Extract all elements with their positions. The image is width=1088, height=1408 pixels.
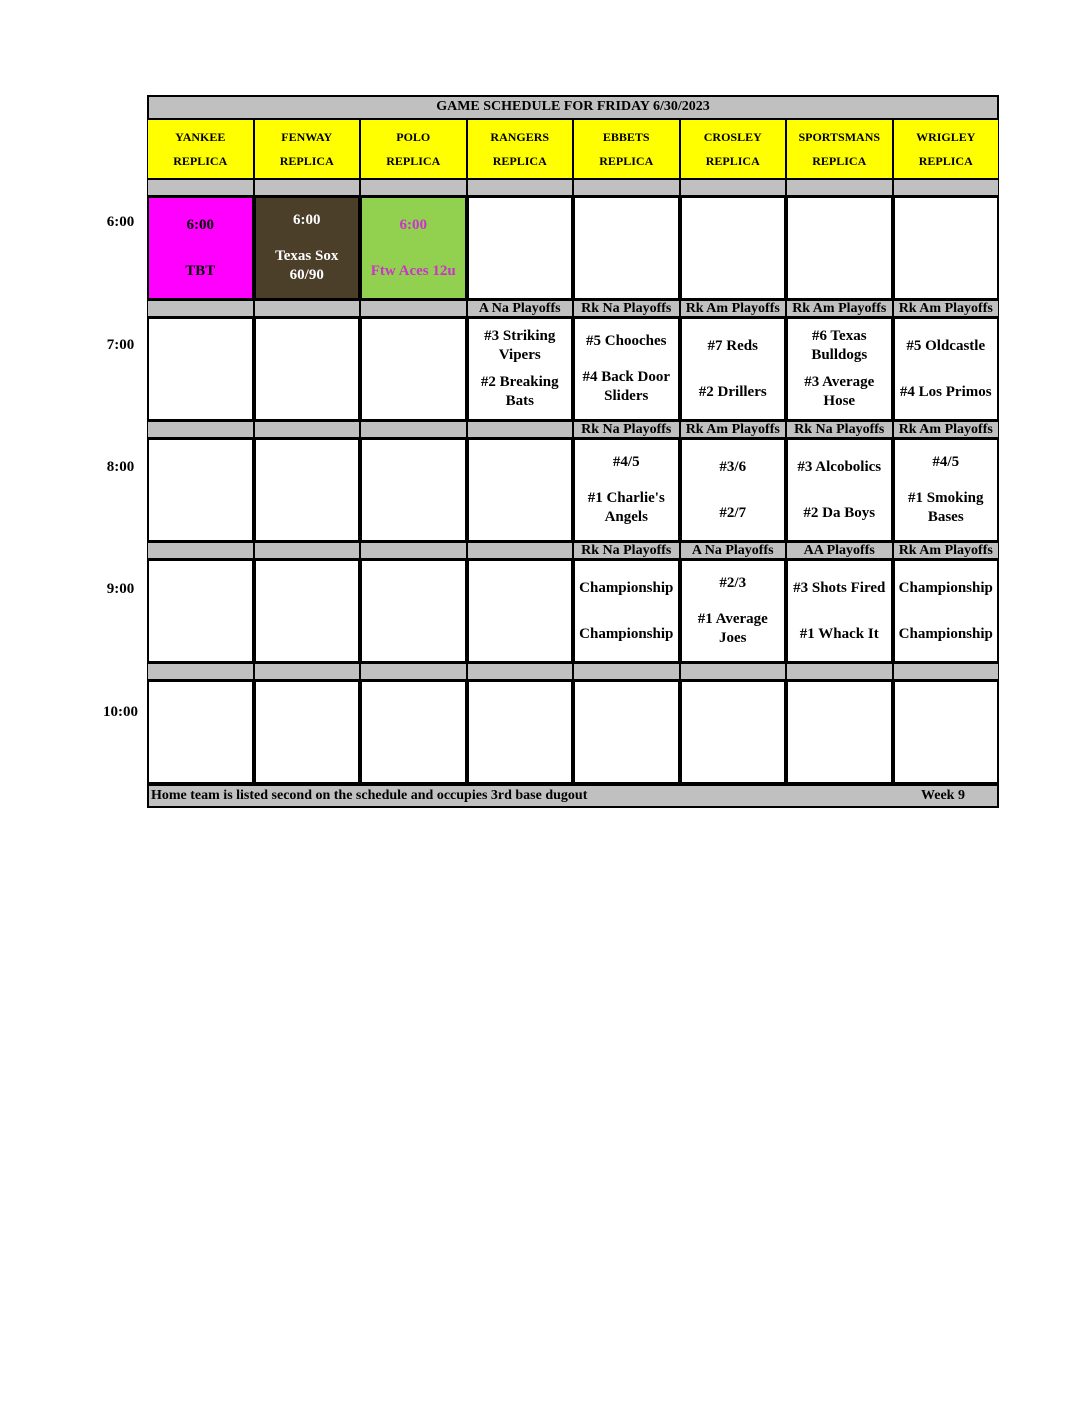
slot-label-row (147, 179, 999, 196)
game-cell (467, 196, 574, 300)
field-sub: REPLICA (386, 154, 441, 168)
field-name: CROSLEY (703, 130, 762, 144)
game-cell (786, 317, 893, 421)
game-cell (573, 438, 680, 542)
game-cell (893, 559, 1000, 663)
game-cell (147, 680, 254, 784)
field-header (680, 120, 787, 179)
field-name: EBBETS (602, 130, 650, 144)
game-cell (254, 680, 361, 784)
team-home: #2 Breaking Bats (480, 374, 559, 409)
game-cell (786, 438, 893, 542)
time-label: 10:00 (103, 704, 138, 720)
field-sub: REPLICA (705, 154, 760, 168)
field-header-row (147, 120, 999, 179)
game-cell (147, 438, 254, 542)
division-label (573, 663, 680, 680)
game-cell (573, 317, 680, 421)
game-cell (360, 680, 467, 784)
team-away: #2/3 (719, 574, 747, 591)
game-cell (893, 438, 1000, 542)
team-away: #3/6 (719, 458, 747, 475)
team-away: #5 Chooches (586, 332, 667, 349)
team-home: Championship (898, 625, 993, 642)
schedule-footer (147, 784, 999, 808)
division-label: Rk Am Playoffs (786, 300, 893, 317)
division-label: Rk Am Playoffs (680, 421, 787, 438)
division-label (147, 300, 254, 317)
team-away: Championship (898, 579, 993, 596)
division-label (254, 542, 361, 559)
field-name: SPORTSMANS (798, 130, 881, 144)
division-label (680, 663, 787, 680)
division-label (360, 300, 467, 317)
week-label: Week 9 (921, 788, 965, 803)
team-home: #2 Drillers (698, 383, 767, 400)
team-away: Championship (579, 579, 674, 596)
game-cell (680, 559, 787, 663)
game-cell (147, 196, 254, 300)
division-label: AA Playoffs (786, 542, 893, 559)
game-cell (893, 317, 1000, 421)
team-home: #1 Smoking Bases (908, 490, 984, 526)
team-home: #3 Average Hose (804, 374, 875, 409)
slot-label-row (147, 663, 999, 680)
game-cell (680, 317, 787, 421)
division-label: A Na Playoffs (680, 542, 787, 559)
field-name: YANKEE (175, 130, 226, 144)
field-name: POLO (396, 130, 431, 144)
game-cell (893, 680, 1000, 784)
schedule-table (147, 95, 999, 808)
slot-row (147, 559, 999, 663)
division-label (786, 179, 893, 196)
time-label: 7:00 (106, 337, 135, 353)
division-label: Rk Am Playoffs (680, 300, 787, 317)
game-cell (786, 559, 893, 663)
slot-row (147, 680, 999, 784)
team-away: #6 Texas Bulldogs (811, 328, 868, 363)
team-away: #4/5 (932, 453, 960, 470)
schedule-title: GAME SCHEDULE FOR FRIDAY 6/30/2023 (147, 95, 999, 120)
division-label: Rk Am Playoffs (893, 542, 1000, 559)
time-label: 8:00 (106, 459, 135, 475)
team-home: TBT (185, 262, 216, 279)
game-cell (573, 196, 680, 300)
division-label (680, 179, 787, 196)
team-away: #3 Striking Vipers (484, 328, 556, 363)
division-label (893, 663, 1000, 680)
field-sub: REPLICA (812, 154, 867, 168)
division-label: Rk Na Playoffs (786, 421, 893, 438)
game-cell (786, 680, 893, 784)
field-sub: REPLICA (492, 154, 547, 168)
game-cell (254, 438, 361, 542)
team-away: #7 Reds (707, 337, 758, 354)
field-header (573, 120, 680, 179)
team-away: #4/5 (612, 453, 640, 470)
field-header (893, 120, 1000, 179)
team-away: 6:00 (399, 216, 427, 233)
game-cell (467, 438, 574, 542)
team-home: Texas Sox 60/90 (275, 248, 339, 284)
division-label (254, 663, 361, 680)
game-cell (147, 559, 254, 663)
game-cell (254, 559, 361, 663)
team-home: Championship (579, 625, 674, 642)
division-label (147, 179, 254, 196)
division-label: Rk Na Playoffs (573, 421, 680, 438)
time-label: 9:00 (106, 581, 135, 597)
slot-label-row (147, 421, 999, 438)
team-away: 6:00 (186, 216, 214, 233)
field-sub: REPLICA (599, 154, 654, 168)
field-sub: REPLICA (279, 154, 334, 168)
game-cell (147, 317, 254, 421)
division-label (147, 421, 254, 438)
division-label (467, 663, 574, 680)
team-home: #1 Average Joes (697, 611, 768, 647)
team-away: #5 Oldcastle (906, 337, 986, 354)
team-away: 6:00 (293, 211, 321, 228)
field-header (786, 120, 893, 179)
game-cell (360, 559, 467, 663)
field-name: RANGERS (490, 130, 550, 144)
division-label (360, 179, 467, 196)
game-cell (467, 317, 574, 421)
home-team-note: Home team is listed second on the schedule and occupies 3rd base dugout (151, 788, 588, 803)
game-cell (680, 438, 787, 542)
game-cell (254, 196, 361, 300)
division-label (254, 300, 361, 317)
division-label (360, 421, 467, 438)
game-cell (467, 559, 574, 663)
game-cell (573, 680, 680, 784)
division-label: A Na Playoffs (467, 300, 574, 317)
game-cell (680, 196, 787, 300)
team-home: Ftw Aces 12u (370, 262, 456, 279)
division-label: Rk Na Playoffs (573, 300, 680, 317)
division-label (786, 663, 893, 680)
game-cell (786, 196, 893, 300)
team-home: #1 Charlie's Angels (587, 490, 665, 526)
division-label (254, 421, 361, 438)
division-label (573, 179, 680, 196)
field-header (360, 120, 467, 179)
team-home: #2 Da Boys (803, 504, 876, 521)
slot-row (147, 196, 999, 300)
division-label (360, 663, 467, 680)
slot-label-row (147, 300, 999, 317)
field-header (147, 120, 254, 179)
field-header (467, 120, 574, 179)
division-label: Rk Am Playoffs (893, 421, 1000, 438)
field-sub: REPLICA (173, 154, 228, 168)
team-home: #4 Back Door Sliders (582, 369, 670, 405)
division-label (467, 542, 574, 559)
division-label (360, 542, 467, 559)
team-away: #3 Alcobolics (797, 458, 882, 475)
field-name: WRIGLEY (916, 130, 976, 144)
game-cell (360, 438, 467, 542)
slot-row (147, 438, 999, 542)
game-cell (680, 680, 787, 784)
game-cell (254, 317, 361, 421)
team-home: #4 Los Primos (899, 383, 992, 400)
game-cell (893, 196, 1000, 300)
division-label (147, 663, 254, 680)
team-away: #3 Shots Fired (793, 579, 886, 596)
division-label (467, 179, 574, 196)
game-cell (573, 559, 680, 663)
division-label: Rk Na Playoffs (573, 542, 680, 559)
field-sub: REPLICA (918, 154, 973, 168)
slot-label-row (147, 542, 999, 559)
division-label (147, 542, 254, 559)
field-header (254, 120, 361, 179)
time-label: 6:00 (106, 214, 135, 230)
slot-row (147, 317, 999, 421)
division-label (467, 421, 574, 438)
game-cell (360, 196, 467, 300)
division-label (254, 179, 361, 196)
game-cell (360, 317, 467, 421)
game-cell (467, 680, 574, 784)
division-label (893, 179, 1000, 196)
field-name: FENWAY (281, 130, 333, 144)
division-label: Rk Am Playoffs (893, 300, 1000, 317)
team-home: #1 Whack It (799, 625, 879, 642)
team-home: #2/7 (719, 504, 747, 521)
